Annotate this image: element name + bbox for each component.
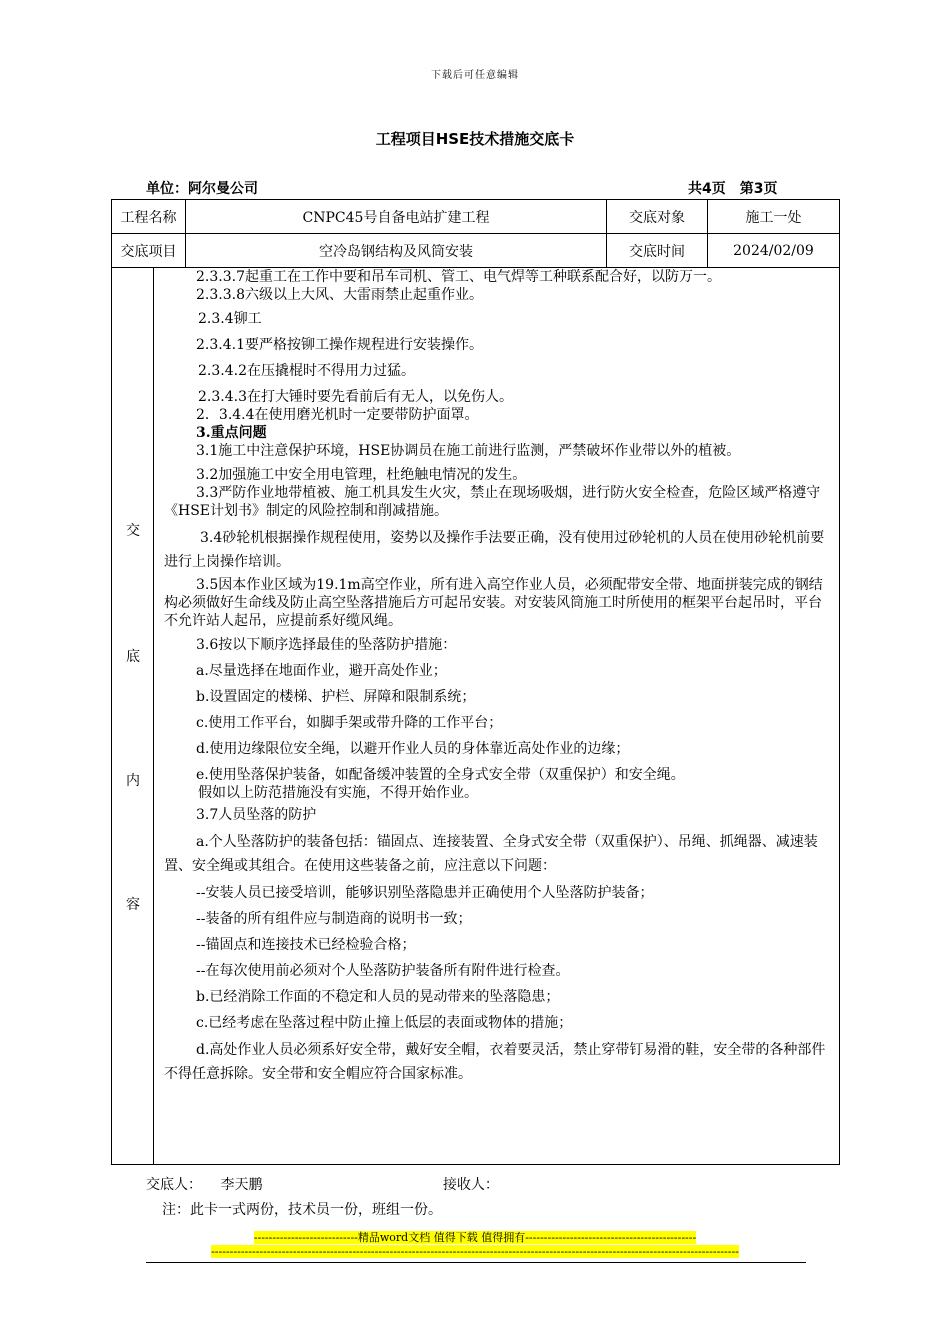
target-value: 施工一处 <box>708 200 840 234</box>
promo-banner-dashes: ---------------------------------------------------------------------------------------------------------------------------------------------- <box>211 1245 739 1258</box>
content-line: e.使用坠落保护装备，如配备缓冲装置的全身式安全带（双重保护）和安全绳。 <box>196 767 685 783</box>
content-line: --装备的所有组件应与制造商的说明书一致； <box>196 911 472 927</box>
time-value: 2024/02/09 <box>708 234 840 268</box>
content-line: b.设置固定的楼梯、护栏、屏障和限制系统； <box>196 689 476 705</box>
content-line: d.使用边缘限位安全绳，以避开作业人员的身体靠近高处作业的边缘； <box>196 741 630 757</box>
page-info: 共4页 第3页 <box>688 181 778 197</box>
content-line: --安装人员已接受培训，能够识别坠落隐患并正确使用个人坠落防护装备； <box>196 885 654 901</box>
time-label: 交底时间 <box>607 234 708 268</box>
content-line: 假如以上防范措施没有实施，不得开始作业。 <box>198 785 478 801</box>
content-line: 3.3严防作业地带植被、施工机具发生火灾，禁止在现场吸烟，进行防火安全检查，危险区域严格遵守《HSE计划书》制定的风险控制和削减措施。 <box>164 485 821 519</box>
promo-banner-text: ----------------------------精品word文档 值得下载 值得拥有---------------------------------------------- <box>253 1231 697 1244</box>
content-line: 3.2加强施工中安全用电管理，杜绝触电情况的发生。 <box>196 467 527 483</box>
hse-card-table <box>111 199 840 1165</box>
content-line: a.个人坠落防护的装备包括：锚固点、连接装置、全身式安全带（双重保护）、吊绳、抓绳器、减速装置、安全绳或其组合。在使用这些装备之前，应注意以下问题： <box>164 834 818 874</box>
content-line: --在每次使用前必须对个人坠落防护装备所有附件进行检查。 <box>196 963 570 979</box>
content-line: 2.3.3.8六级以上大风、大雷雨禁止起重作业。 <box>196 287 483 303</box>
promo-banner-line-2 <box>0 1245 950 1258</box>
content-line: 2.3.4铆工 <box>198 311 262 327</box>
content-line: 2.3.4.3在打大锤时要先看前后有无人，以免伤人。 <box>198 389 513 405</box>
content-line: 3.7人员坠落的防护 <box>196 807 317 823</box>
content-line: 2.3.4.2在压撬棍时不得用力过猛。 <box>198 363 415 379</box>
content-line: d.高处作业人员必须系好安全带，戴好安全帽，衣着要灵活，禁止穿带钉易滑的鞋，安全带的各种部件不得任意拆除。安全带和安全帽应符合国家标准。 <box>164 1042 826 1082</box>
unit-label: 单位：阿尔曼公司 <box>146 181 258 197</box>
item-value: 空冷岛钢结构及风筒安装 <box>186 234 607 268</box>
side-char-1: 交 <box>126 523 140 539</box>
side-char-2: 底 <box>126 649 140 665</box>
content-line: 3.4砂轮机根据操作规程使用，姿势以及操作手法要正确，没有使用过砂轮机的人员在使用砂轮机前要进行上岗操作培训。 <box>164 530 825 570</box>
signature-line <box>146 1174 746 1194</box>
promo-banner-line-1 <box>0 1229 950 1245</box>
giver-name: 李天鹏 <box>220 1177 263 1193</box>
content-line: --锚固点和连接技术已经检验合格； <box>196 937 416 953</box>
side-char-4: 容 <box>126 897 140 913</box>
content-line: c.已经考虑在坠落过程中防止撞上低层的表面或物体的措施； <box>196 1015 573 1031</box>
bottom-rule <box>146 1262 806 1263</box>
receiver-label: 接收人： <box>442 1177 499 1193</box>
content-line: 2.3.4.1要严格按铆工操作规程进行安装操作。 <box>196 337 483 353</box>
content-line: 3.6按以下顺序选择最佳的坠落防护措施： <box>196 637 457 653</box>
page-title: 工程项目HSE技术措施交底卡 <box>375 130 575 148</box>
header-row-1 <box>112 200 840 234</box>
side-char-3: 内 <box>126 773 140 789</box>
content-line: b.已经消除工作面的不稳定和人员的晃动带来的坠落隐患； <box>196 989 560 1005</box>
project-name-label: 工程名称 <box>112 200 186 234</box>
content-line: 2.3.3.7起重工在工作中要和吊车司机、管工、电气焊等工种联系配合好，以防万一。 <box>196 269 721 285</box>
footnote: 注：此卡一式两份，技术员一份，班组一份。 <box>162 1202 442 1218</box>
content-line: 3.1施工中注意保护环境，HSE协调员在施工前进行监测，严禁破坏作业带以外的植被。 <box>196 443 741 459</box>
project-name-value: CNPC45号自备电站扩建工程 <box>186 200 607 234</box>
section-heading: 3.重点问题 <box>196 425 267 441</box>
content-line: 3.5因本作业区域为19.1m高空作业，所有进入高空作业人员，必须配带安全带、地面拼装完成的钢结构必须做好生命线及防止高空坠落措施后方可起吊安装。对安装风筒施工时所使用的框架平台起吊时，平台不允许站人起吊，应提前系好缆风绳。 <box>164 577 823 629</box>
target-label: 交底对象 <box>607 200 708 234</box>
header-row-2 <box>112 234 840 268</box>
content-line: 2．3.4.4在使用磨光机时一定要带防护面罩。 <box>196 407 479 423</box>
content-cell <box>154 268 840 1165</box>
download-note: 下载后可任意编辑 <box>431 70 519 81</box>
side-label-cell <box>112 268 154 1165</box>
content-row <box>112 268 840 1165</box>
item-label: 交底项目 <box>112 234 186 268</box>
content-line: a.尽量选择在地面作业，避开高处作业； <box>196 663 447 679</box>
giver-label: 交底人： <box>146 1177 202 1193</box>
content-line: c.使用工作平台，如脚手架或带升降的工作平台； <box>196 715 503 731</box>
